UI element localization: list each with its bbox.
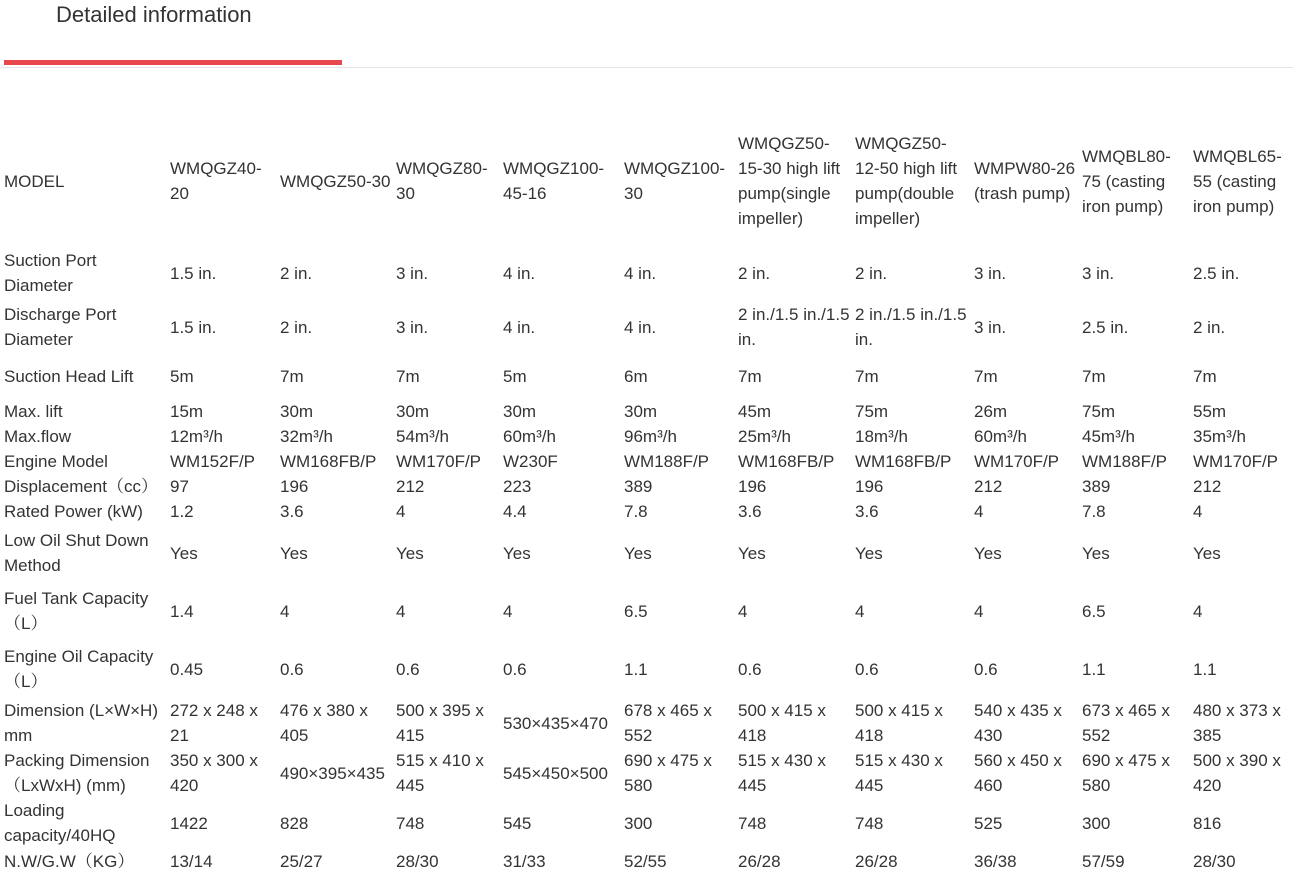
spec-cell: 4 in.	[503, 263, 536, 283]
spec-cell: 490×395×435	[280, 763, 385, 783]
spec-cell: 6.5	[1082, 601, 1106, 621]
spec-cell: 4	[1193, 601, 1203, 621]
spec-row-label: Low Oil Shut Down Method	[4, 531, 149, 575]
spec-cell: WM170F/P	[396, 452, 482, 471]
spec-row	[0, 524, 1293, 582]
spec-cell: 31/33	[503, 851, 546, 871]
spec-cell: 7m	[280, 367, 304, 386]
spec-row-label: Rated Power (kW)	[4, 502, 143, 521]
spec-cell: 3 in.	[396, 317, 429, 337]
spec-cell: 515 x 410 x 445	[396, 751, 484, 795]
spec-cell: 4	[280, 601, 290, 621]
spec-table-container	[0, 116, 1293, 872]
spec-row	[0, 354, 1293, 399]
spec-cell: 96m³/h	[624, 427, 677, 446]
spec-cell: 12m³/h	[170, 427, 223, 446]
spec-cell: WMQGZ50-12-50 high lift pump(double impeller)	[855, 134, 958, 228]
spec-row	[0, 499, 1293, 524]
spec-row	[0, 798, 1293, 848]
detail-tab-bar	[0, 0, 1293, 68]
spec-cell: 4	[974, 502, 984, 521]
spec-cell: 4	[396, 502, 406, 521]
spec-cell: 1.1	[1193, 659, 1217, 679]
spec-cell: 15m	[170, 402, 204, 421]
spec-row	[0, 640, 1293, 698]
spec-row	[0, 399, 1293, 424]
spec-cell: 60m³/h	[974, 427, 1027, 446]
spec-cell: WM170F/P	[1193, 452, 1279, 471]
spec-cell: 3 in.	[974, 263, 1007, 283]
spec-cell: 54m³/h	[396, 427, 449, 446]
spec-cell: 3 in.	[396, 263, 429, 283]
spec-cell: 300	[1082, 813, 1111, 833]
spec-cell: 26/28	[855, 851, 898, 871]
spec-cell: 300	[624, 813, 653, 833]
spec-cell: 30m	[624, 402, 658, 421]
spec-cell: 500 x 395 x 415	[396, 701, 484, 745]
spec-cell: Yes	[974, 543, 1002, 563]
spec-cell: WMQGZ100-30	[624, 159, 726, 203]
spec-cell: 3 in.	[1082, 263, 1115, 283]
spec-cell: 36/38	[974, 851, 1017, 871]
spec-row	[0, 848, 1293, 872]
spec-cell: 28/30	[396, 851, 439, 871]
spec-cell: WMQGZ50-15-30 high lift pump(single impeller)	[738, 134, 841, 228]
spec-cell: 476 x 380 x 405	[280, 701, 368, 745]
spec-table	[0, 116, 1293, 872]
spec-cell: 2 in.	[738, 263, 771, 283]
spec-row-label: Loading capacity/40HQ	[4, 801, 116, 845]
spec-cell: 13/14	[170, 851, 213, 871]
spec-cell: Yes	[170, 543, 198, 563]
spec-cell: Yes	[855, 543, 883, 563]
spec-cell: 7m	[1082, 367, 1106, 386]
spec-cell: 26m	[974, 402, 1008, 421]
spec-cell: 389	[624, 477, 653, 496]
spec-row	[0, 474, 1293, 499]
spec-cell: 7m	[396, 367, 420, 386]
spec-row	[0, 424, 1293, 449]
spec-cell: Yes	[280, 543, 308, 563]
spec-cell: 0.6	[280, 659, 304, 679]
spec-cell: 816	[1193, 813, 1222, 833]
spec-row-label: Max. lift	[4, 402, 63, 421]
spec-cell: 389	[1082, 477, 1111, 496]
spec-cell: 7.8	[624, 502, 648, 521]
spec-cell: 530×435×470	[503, 713, 608, 733]
spec-cell: W230F	[503, 452, 558, 471]
spec-cell: 350 x 300 x 420	[170, 751, 258, 795]
spec-cell: 0.6	[396, 659, 420, 679]
spec-cell: 0.6	[855, 659, 879, 679]
spec-row	[0, 582, 1293, 640]
spec-cell: WM168FB/P	[738, 452, 835, 471]
spec-cell: 272 x 248 x 21	[170, 701, 258, 745]
spec-row-label: Packing Dimension（LxWxH) (mm)	[4, 751, 150, 795]
spec-cell: 5m	[170, 367, 194, 386]
spec-cell: 2.5 in.	[1082, 317, 1129, 337]
spec-cell: Yes	[396, 543, 424, 563]
spec-cell: 26/28	[738, 851, 781, 871]
spec-cell: 690 x 475 x 580	[624, 751, 712, 795]
spec-cell: 2 in./1.5 in./1.5 in.	[855, 305, 967, 349]
spec-cell: 560 x 450 x 460	[974, 751, 1062, 795]
spec-row-label: Suction Head Lift	[4, 367, 134, 386]
spec-cell: 4 in.	[624, 263, 657, 283]
spec-row-label: Discharge Port Diameter	[4, 305, 117, 349]
spec-cell: 7m	[974, 367, 998, 386]
spec-row	[0, 748, 1293, 798]
spec-cell: WMPW80-26 (trash pump)	[974, 159, 1076, 203]
spec-cell: 4	[855, 601, 865, 621]
spec-cell: WMQBL80-75 (casting iron pump)	[1082, 146, 1171, 216]
spec-cell: WMQGZ80-30	[396, 159, 488, 203]
spec-cell: 3 in.	[974, 317, 1007, 337]
spec-cell: 0.6	[738, 659, 762, 679]
spec-cell: 60m³/h	[503, 427, 556, 446]
spec-cell: WMQGZ40-20	[170, 159, 262, 203]
spec-cell: 4 in.	[624, 317, 657, 337]
spec-row-label: Engine Model	[4, 452, 108, 471]
spec-row	[0, 449, 1293, 474]
spec-cell: Yes	[624, 543, 652, 563]
spec-cell: 748	[396, 813, 425, 833]
spec-row-label: Displacement（cc）	[4, 477, 158, 496]
spec-cell: 828	[280, 813, 309, 833]
spec-cell: 540 x 435 x 430	[974, 701, 1062, 745]
spec-cell: WM168FB/P	[280, 452, 377, 471]
spec-cell: Yes	[503, 543, 531, 563]
spec-cell: Yes	[738, 543, 766, 563]
spec-cell: 5m	[503, 367, 527, 386]
spec-table-body	[0, 116, 1293, 872]
spec-cell: 6m	[624, 367, 648, 386]
active-tab-indicator	[4, 60, 342, 65]
spec-cell: 500 x 415 x 418	[855, 701, 943, 745]
spec-cell: 748	[738, 813, 767, 833]
spec-cell: WM170F/P	[974, 452, 1060, 471]
spec-cell: 196	[855, 477, 884, 496]
spec-cell: 545×450×500	[503, 763, 608, 783]
spec-cell: 1422	[170, 813, 208, 833]
spec-cell: WMQBL65-55 (casting iron pump)	[1193, 146, 1282, 216]
spec-cell: 1.1	[1082, 659, 1106, 679]
spec-cell: 212	[1193, 477, 1222, 496]
spec-row	[0, 300, 1293, 354]
spec-cell: 4	[1193, 502, 1203, 521]
spec-cell: 4	[974, 601, 984, 621]
spec-cell: 4.4	[503, 502, 527, 521]
spec-cell: 4	[738, 601, 748, 621]
spec-cell: 45m³/h	[1082, 427, 1135, 446]
spec-cell: Yes	[1082, 543, 1110, 563]
spec-cell: 7.8	[1082, 502, 1106, 521]
spec-cell: 500 x 390 x 420	[1193, 751, 1281, 795]
spec-cell: 45m	[738, 402, 772, 421]
spec-cell: 0.45	[170, 659, 204, 679]
spec-row-label: Dimension (L×W×H) mm	[4, 701, 158, 745]
spec-row-label: Fuel Tank Capacity（L）	[4, 589, 149, 633]
spec-cell: WM168FB/P	[855, 452, 952, 471]
spec-cell: 2 in.	[280, 317, 313, 337]
spec-cell: 196	[738, 477, 767, 496]
spec-cell: 1.5 in.	[170, 263, 217, 283]
spec-cell: 673 x 465 x 552	[1082, 701, 1170, 745]
spec-cell: 52/55	[624, 851, 667, 871]
spec-cell: 212	[396, 477, 425, 496]
spec-row	[0, 698, 1293, 748]
spec-cell: 57/59	[1082, 851, 1125, 871]
spec-row-label: Suction Port Diameter	[4, 251, 97, 295]
spec-cell: WM188F/P	[1082, 452, 1168, 471]
spec-cell: 7m	[1193, 367, 1217, 386]
spec-cell: 25m³/h	[738, 427, 791, 446]
spec-cell: 515 x 430 x 445	[738, 751, 826, 795]
spec-cell: 690 x 475 x 580	[1082, 751, 1170, 795]
spec-cell: 678 x 465 x 552	[624, 701, 712, 745]
spec-cell: 1.2	[170, 502, 194, 521]
spec-cell: 18m³/h	[855, 427, 908, 446]
spec-cell: 1.5 in.	[170, 317, 217, 337]
spec-cell: 55m	[1193, 402, 1227, 421]
spec-cell: 7m	[855, 367, 879, 386]
spec-row	[0, 116, 1293, 246]
spec-cell: 0.6	[503, 659, 527, 679]
spec-cell: WMQGZ50-30	[280, 171, 391, 191]
spec-cell: 4	[503, 601, 513, 621]
spec-cell: 223	[503, 477, 532, 496]
spec-row-label: MODEL	[4, 171, 65, 191]
spec-row-label: N.W/G.W（KG）	[4, 851, 135, 871]
spec-cell: 480 x 373 x 385	[1193, 701, 1281, 745]
spec-cell: 3.6	[280, 502, 304, 521]
spec-cell: 2.5 in.	[1193, 263, 1240, 283]
spec-cell: 97	[170, 477, 189, 496]
spec-cell: 25/27	[280, 851, 323, 871]
spec-cell: 500 x 415 x 418	[738, 701, 826, 745]
spec-cell: 2 in.	[1193, 317, 1226, 337]
spec-cell: 0.6	[974, 659, 998, 679]
spec-row-label: Max.flow	[4, 427, 72, 446]
spec-cell: 1.4	[170, 601, 194, 621]
spec-row-label: Engine Oil Capacity（L）	[4, 647, 154, 691]
spec-cell: 2 in.	[855, 263, 888, 283]
spec-cell: 7m	[738, 367, 762, 386]
spec-cell: 6.5	[624, 601, 648, 621]
spec-cell: 28/30	[1193, 851, 1236, 871]
spec-cell: 3.6	[738, 502, 762, 521]
spec-cell: 30m	[280, 402, 314, 421]
spec-cell: 4 in.	[503, 317, 536, 337]
spec-cell: 1.1	[624, 659, 648, 679]
tab-detailed-information[interactable]: Detailed information	[56, 2, 252, 27]
spec-cell: 3.6	[855, 502, 879, 521]
spec-cell: WM152F/P	[170, 452, 256, 471]
spec-cell: 515 x 430 x 445	[855, 751, 943, 795]
spec-cell: 30m	[503, 402, 537, 421]
spec-cell: 545	[503, 813, 532, 833]
spec-cell: 30m	[396, 402, 430, 421]
spec-cell: WM188F/P	[624, 452, 710, 471]
spec-cell: 75m	[1082, 402, 1116, 421]
spec-cell: 32m³/h	[280, 427, 333, 446]
spec-cell: 196	[280, 477, 309, 496]
spec-cell: 525	[974, 813, 1003, 833]
spec-cell: 75m	[855, 402, 889, 421]
spec-cell: 2 in.	[280, 263, 313, 283]
spec-row	[0, 246, 1293, 300]
spec-cell: 748	[855, 813, 884, 833]
spec-cell: WMQGZ100-45-16	[503, 159, 605, 203]
spec-cell: 4	[396, 601, 406, 621]
spec-cell: 212	[974, 477, 1003, 496]
spec-cell: 35m³/h	[1193, 427, 1246, 446]
spec-cell: 2 in./1.5 in./1.5 in.	[738, 305, 850, 349]
spec-cell: Yes	[1193, 543, 1221, 563]
